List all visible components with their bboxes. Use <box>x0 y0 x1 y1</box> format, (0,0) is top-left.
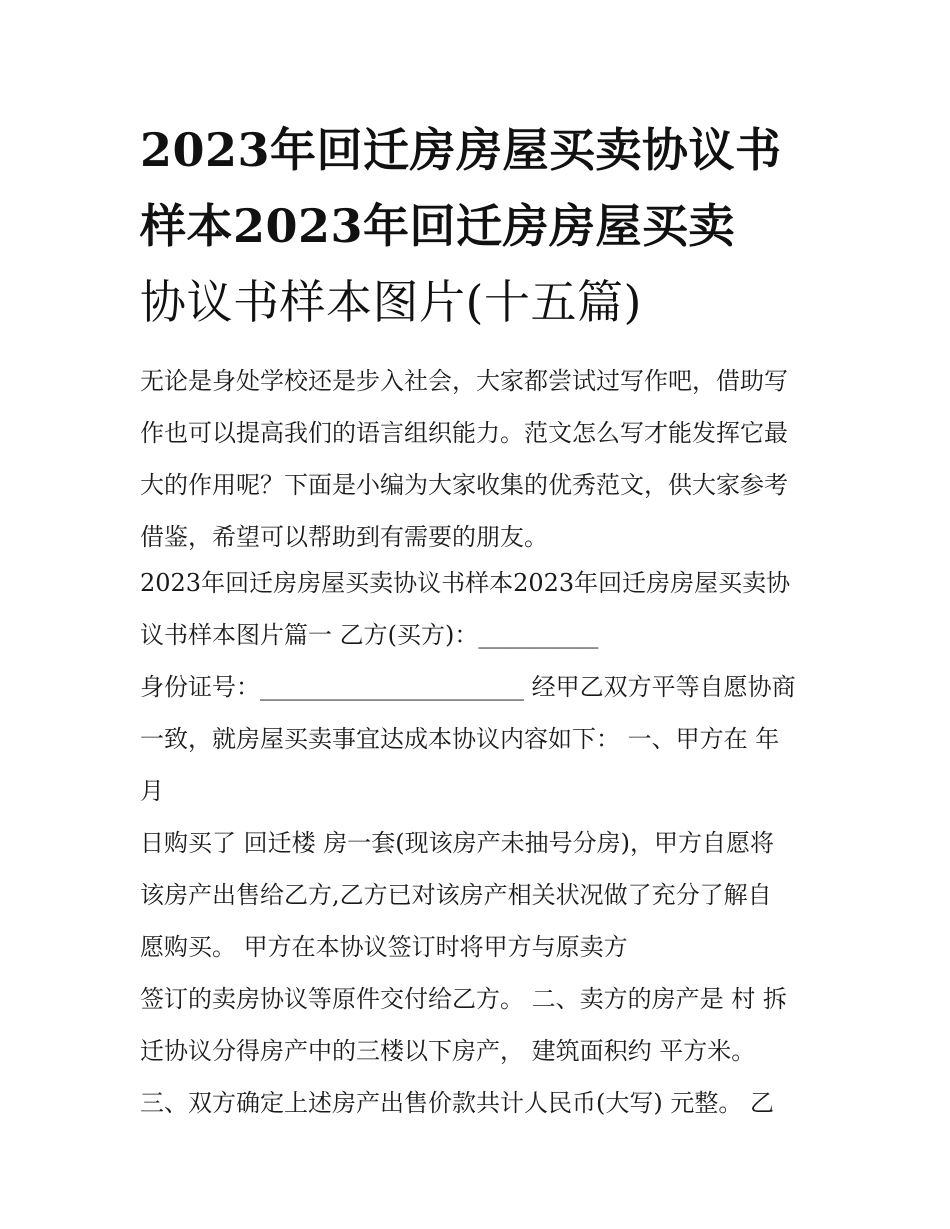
body-line-3: 身份证号：______________________ 经甲乙双方平等自愿协商 <box>140 673 796 701</box>
title-line-2: 样本2023年回迁房房屋买卖 <box>140 199 736 253</box>
body-line-9: 签订的卖房协议等原件交付给乙方。 二、卖方的房产是 村 拆 <box>140 985 787 1013</box>
body-line-6: 日购买了 回迁楼 房一套(现该房产未抽号分房)，甲方自愿将 <box>140 829 774 857</box>
document-title <box>140 112 820 340</box>
body-line-11: 三、双方确定上述房产出售价款共计人民币(大写) 元整。 乙 <box>140 1089 774 1117</box>
body-line-10: 迁协议分得房产中的三楼以下房产， 建筑面积约 平方米。 <box>140 1037 756 1065</box>
title-line-1: 2023年回迁房房屋买卖协议书 <box>140 123 782 177</box>
body-line-7: 该房产出售给乙方,乙方已对该房产相关状况做了充分了解自 <box>140 881 772 909</box>
body-line-2: 议书样本图片篇一 乙方(买方)：__________ <box>140 621 599 649</box>
body-line-1: 2023年回迁房房屋买卖协议书样本2023年回迁房房屋买卖协 <box>140 569 791 597</box>
body-line-4: 一致，就房屋买卖事宜达成本协议内容如下： 一、甲方在 年 <box>140 725 780 753</box>
intro-paragraph <box>140 355 820 563</box>
body-line-5: 月 <box>140 777 164 805</box>
title-line-3: 协议书样本图片(十五篇) <box>140 275 642 329</box>
body-line-8: 愿购买。 甲方在本协议签订时将甲方与原卖方 <box>140 933 628 961</box>
intro-line-1: 无论是身处学校还是步入社会，大家都尝试过写作吧，借助写 <box>140 367 788 395</box>
agreement-body <box>140 557 820 1129</box>
intro-line-4: 借鉴，希望可以帮助到有需要的朋友。 <box>140 523 548 551</box>
intro-line-3: 大的作用呢？下面是小编为大家收集的优秀范文，供大家参考 <box>140 471 788 499</box>
intro-line-2: 作也可以提高我们的语言组织能力。范文怎么写才能发挥它最 <box>140 419 788 447</box>
